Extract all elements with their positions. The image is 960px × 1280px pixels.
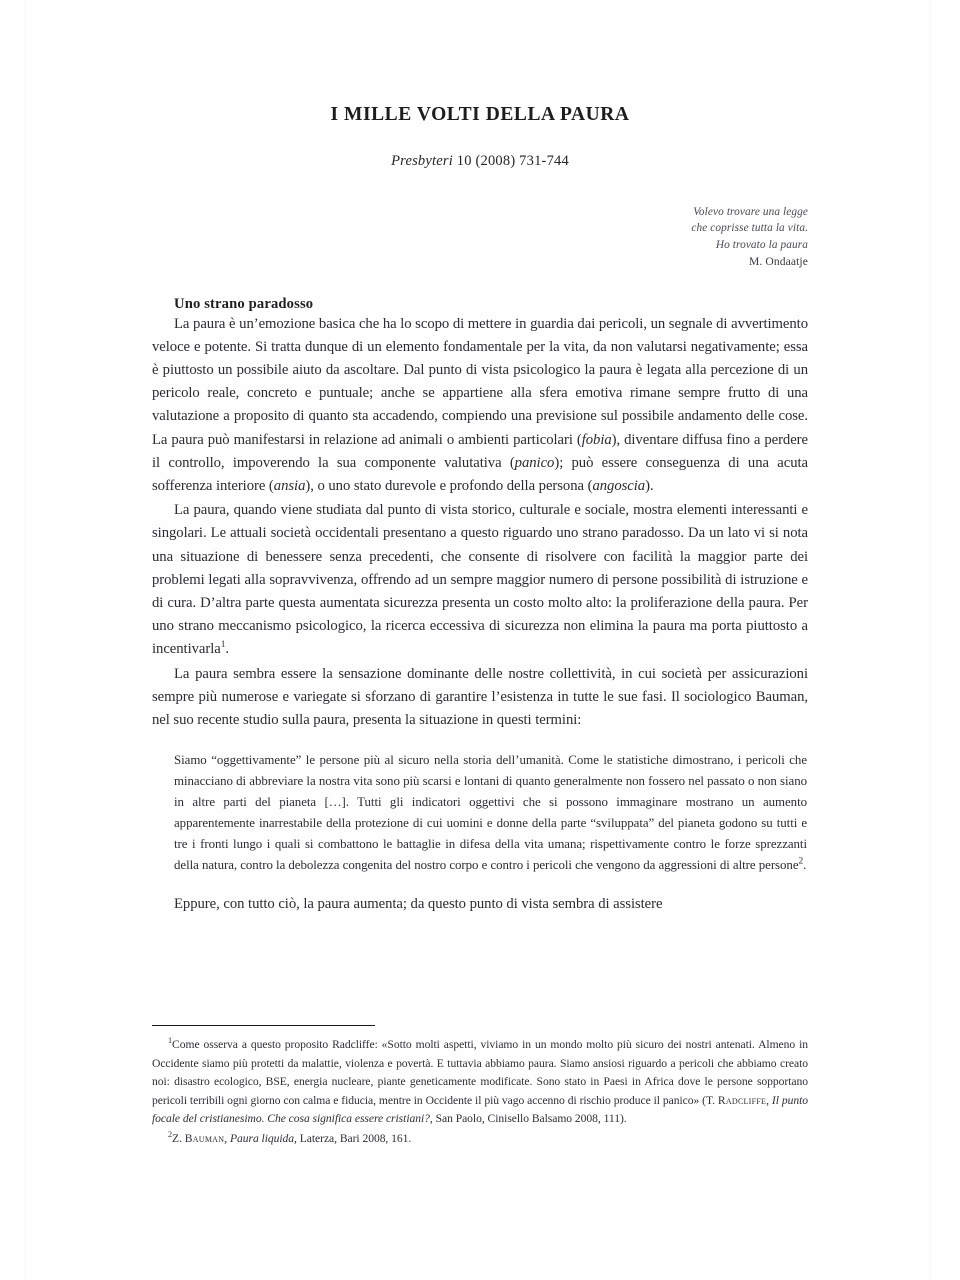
footnote-area: [152, 1036, 808, 1149]
footnote-1-text-b: ,: [766, 1093, 772, 1107]
footnote-1: [152, 1036, 808, 1129]
par1-text-a: La paura è un’emozione basica che ha lo scopo di mettere in guardia dai pericoli, un segnale di avvertimento veloce e potente. Si tratta dunque di un elemento fondamentale per la vita, da non valutarsi negativamente; essa è piuttosto un possibile aiuto da ascoltare. Dal punto di vista psicologico la paura è legata alla percezione di un pericolo reale, concreto e puntuale; anche se appartiene alla sfera emotiva rimane sempre frutto di una valutazione a proposito di quanto sta accadendo, compiendo una previsione sul possibile andamento delle cose. La paura può manifestarsi in relazione ad animali o ambienti particolari (: [152, 315, 808, 448]
term-ansia: ansia: [273, 478, 306, 495]
journal-citation: [152, 126, 808, 170]
quote-text-a: Siamo “oggettivamente” le persone più al sicuro nella storia dell’umanità. Come le statistiche dimostrano, i pericoli che minacciano di abbreviare la nostra vita sono più scarsi e lontani di quanto generalmente non fossero nel passato o non siano in altre parti del pianeta […]. Tutti gli indicatori oggettivi che si possono immaginare mostrano un aumento apparentemente inarrestabile della protezione di cui uomini e donne della parte “sviluppata” del pianeta godono su tutti e tre i fronti lungo i quali si combattono le battaglie in difesa della vita umana; rispettivamente contro le forze sprezzanti della natura, contro la debolezza congenita del nostro corpo e contro i pericoli che vengono da aggressioni di altre persone: [174, 753, 807, 873]
epigraph-line-1: Volevo trovare una legge: [693, 206, 808, 218]
par1-text-c: ); può essere conseguenza di una acuta sofferenza interiore (: [152, 454, 808, 495]
block-quote-bauman: [152, 732, 808, 876]
page-title: I MILLE VOLTI DELLA PAURA: [330, 104, 630, 125]
section-heading: Uno strano paradosso: [174, 295, 314, 312]
quote-text-b: .: [803, 858, 807, 873]
term-fobia: fobia: [581, 431, 612, 448]
journal-name: Presbyteri: [391, 153, 453, 169]
footnote-2-text-b: ,: [224, 1131, 230, 1145]
footnote-1-author-smallcaps: Radcliffe: [717, 1093, 767, 1107]
footnote-2-text-c: , Laterza, Bari 2008, 161.: [294, 1131, 412, 1145]
epigraph-line-3: Ho trovato la paura: [715, 238, 808, 251]
par1-text-e: ).: [645, 478, 654, 495]
footnote-2-text-a: Z.: [172, 1131, 185, 1145]
footnote-ref-1[interactable]: 1: [220, 640, 226, 651]
footnote-ref-2[interactable]: 2: [798, 856, 804, 867]
footnote-2-work-title: Paura liquida: [229, 1131, 295, 1145]
epigraph: [152, 170, 808, 271]
journal-issue: 10 (2008) 731-744: [452, 153, 569, 169]
footnote-1-text-a: Come osserva a questo proposito Radcliffe: «Sotto molti aspetti, viviamo in un mondo molto più sicuro dei nostri antenati. Almeno in Occidente siamo più protetti da malattie, violenza e povertà. E tuttavia abbiamo paura. Siamo ansiosi riguardo a pericoli che abbiamo creato noi: disastro ecologico, BSE, energia nucleare, piante geneticamente modificate. Sono stato in Paesi in Africa dove le persone sopportano pericoli terribili ogni giorno con calma e fiducia, mentre in Occidente il più vago accenno di rischio produce il panico» (T.: [152, 1038, 808, 1107]
footnote-separator-rule: [152, 1025, 375, 1026]
epigraph-line-2: che coprisse tutta la vita.: [691, 222, 808, 235]
body-paragraph-2: [152, 498, 808, 661]
footnote-1-text-c: , San Paolo, Cinisello Balsamo 2008, 111).: [429, 1112, 627, 1126]
footnote-1-work-title: Il punto focale del cristianesimo. Che cosa significa essere cristiani?: [152, 1093, 808, 1126]
term-panico: panico: [514, 454, 555, 471]
par1-text-d: ), o uno stato durevole e profondo della persona (: [305, 478, 593, 495]
body-paragraph-4: Eppure, con tutto ciò, la paura aumenta; da questo punto di vista sembra di assistere: [174, 896, 663, 913]
body-paragraph-1: [152, 313, 808, 499]
footnote-2-author-smallcaps: Bauman: [184, 1131, 225, 1145]
par2-text-a: La paura, quando viene studiata dal punto di vista storico, culturale e sociale, mostra elementi interessanti e singolari. Le attuali società occidentali presentano a questo riguardo uno strano paradosso. Da un lato vi si nota una situazione di benessere senza precedenti, che consente di risolvere con facilità la maggior parte dei problemi legati alla sopravvivenza, offrendo ad un sempre maggior numero di persone possibilità di istruzione e di cura. D’altra parte questa aumentata sicurezza presenta un costo molto alto: la proliferazione della paura. Per uno strano meccanismo psicologico, la ricerca eccessiva di sicurezza non elimina la paura ma porta piuttosto a incentivarla: [152, 502, 808, 658]
footnote-2-number: 2: [168, 1130, 173, 1140]
epigraph-author: M. Ondaatje: [748, 255, 808, 269]
page-text-column: [152, 0, 808, 1280]
body-paragraph-3: La paura sembra essere la sensazione dominante delle nostre collettività, in cui società per assicurazioni sempre più numerose e variegate si sforzano di garantire l’esistenza in tutte le sue fasi. Il sociologico Bauman, nel suo recente studio sulla paura, presenta la situazione in questi termini:: [152, 665, 808, 729]
par2-text-b: .: [225, 641, 229, 658]
term-angoscia: angoscia: [592, 478, 646, 495]
footnote-1-number: 1: [168, 1036, 173, 1046]
par1-text-b: ), diventare diffusa fino a perdere il controllo, impoverendo la sua componente valutativa (: [152, 431, 808, 471]
footnote-2: [152, 1129, 808, 1149]
scanned-page-sheet: [25, 0, 930, 1280]
